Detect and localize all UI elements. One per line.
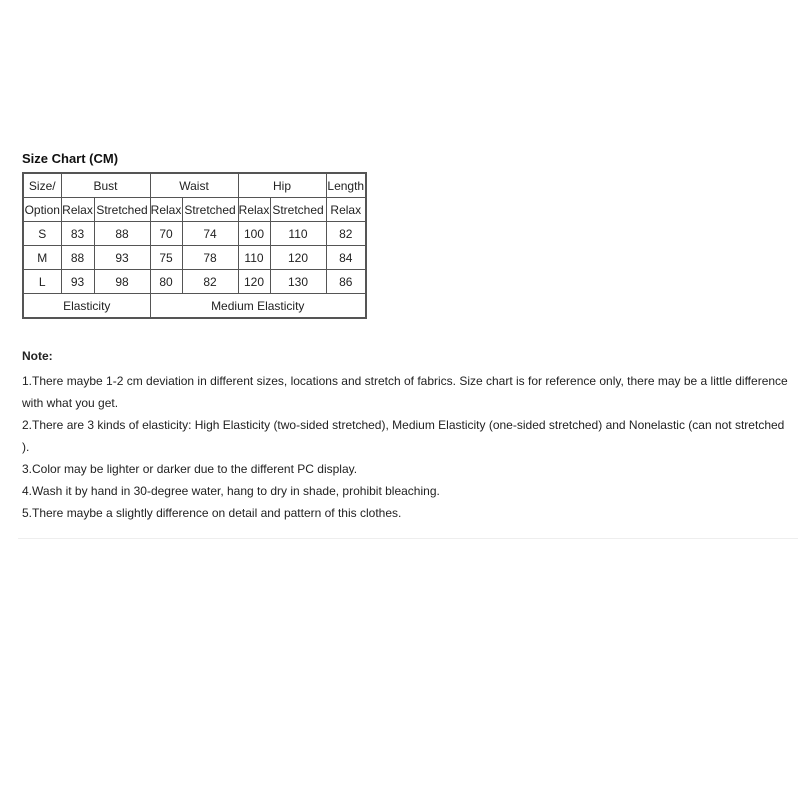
- size-cell: S: [23, 222, 61, 246]
- size-header: Size/: [23, 173, 61, 198]
- hip-stretched-cell: 130: [270, 270, 326, 294]
- note-item: 5.There maybe a slightly difference on detail and pattern of this clothes.: [22, 506, 402, 520]
- note-item: 4.Wash it by hand in 30-degree water, hang to dry in shade, prohibit bleaching.: [22, 484, 440, 498]
- waist-stretched-cell: 82: [182, 270, 238, 294]
- length-relax-cell: 86: [326, 270, 366, 294]
- bust-stretched-cell: 93: [94, 246, 150, 270]
- bust-stretched-header: Stretched: [94, 198, 150, 222]
- waist-relax-header: Relax: [150, 198, 182, 222]
- hip-header: Hip: [238, 173, 326, 198]
- size-cell: L: [23, 270, 61, 294]
- bust-relax-cell: 93: [61, 270, 94, 294]
- hip-stretched-cell: 110: [270, 222, 326, 246]
- bust-stretched-cell: 88: [94, 222, 150, 246]
- hip-relax-cell: 110: [238, 246, 270, 270]
- bust-relax-header: Relax: [61, 198, 94, 222]
- notes-title: Note:: [22, 349, 53, 363]
- waist-stretched-cell: 74: [182, 222, 238, 246]
- divider: [18, 538, 798, 539]
- hip-relax-cell: 100: [238, 222, 270, 246]
- length-header: Length: [326, 173, 366, 198]
- table-row: [23, 270, 366, 294]
- bust-relax-cell: 83: [61, 222, 94, 246]
- table-row: [23, 222, 366, 246]
- length-relax-header: Relax: [326, 198, 366, 222]
- size-chart-title: Size Chart (CM): [22, 151, 119, 166]
- waist-relax-cell: 80: [150, 270, 182, 294]
- hip-relax-header: Relax: [238, 198, 270, 222]
- bust-stretched-cell: 98: [94, 270, 150, 294]
- length-relax-cell: 82: [326, 222, 366, 246]
- header-row-2: [23, 198, 366, 222]
- size-cell: M: [23, 246, 61, 270]
- bust-header: Bust: [61, 173, 150, 198]
- elasticity-value: Medium Elasticity: [150, 294, 366, 319]
- waist-stretched-cell: 78: [182, 246, 238, 270]
- table-row: [23, 246, 366, 270]
- bust-relax-cell: 88: [61, 246, 94, 270]
- elasticity-label: Elasticity: [23, 294, 150, 319]
- hip-relax-cell: 120: [238, 270, 270, 294]
- waist-header: Waist: [150, 173, 238, 198]
- elasticity-row: [23, 294, 366, 319]
- size-chart-table: [22, 172, 367, 319]
- length-relax-cell: 84: [326, 246, 366, 270]
- header-row-1: [23, 173, 366, 198]
- waist-relax-cell: 70: [150, 222, 182, 246]
- option-header: Option: [23, 198, 61, 222]
- waist-relax-cell: 75: [150, 246, 182, 270]
- note-item: 3.Color may be lighter or darker due to the different PC display.: [22, 462, 358, 476]
- hip-stretched-cell: 120: [270, 246, 326, 270]
- waist-stretched-header: Stretched: [182, 198, 238, 222]
- notes-section: [22, 346, 792, 524]
- note-item: 2.There are 3 kinds of elasticity: High Elasticity (two-sided stretched), Medium Elasticity (one-sided stretched) and Nonelastic (can not stretched ).: [22, 418, 785, 454]
- hip-stretched-header: Stretched: [270, 198, 326, 222]
- note-item: 1.There maybe 1-2 cm deviation in different sizes, locations and stretch of fabrics. Size chart is for reference only, there may be a little difference with what you get.: [22, 374, 788, 410]
